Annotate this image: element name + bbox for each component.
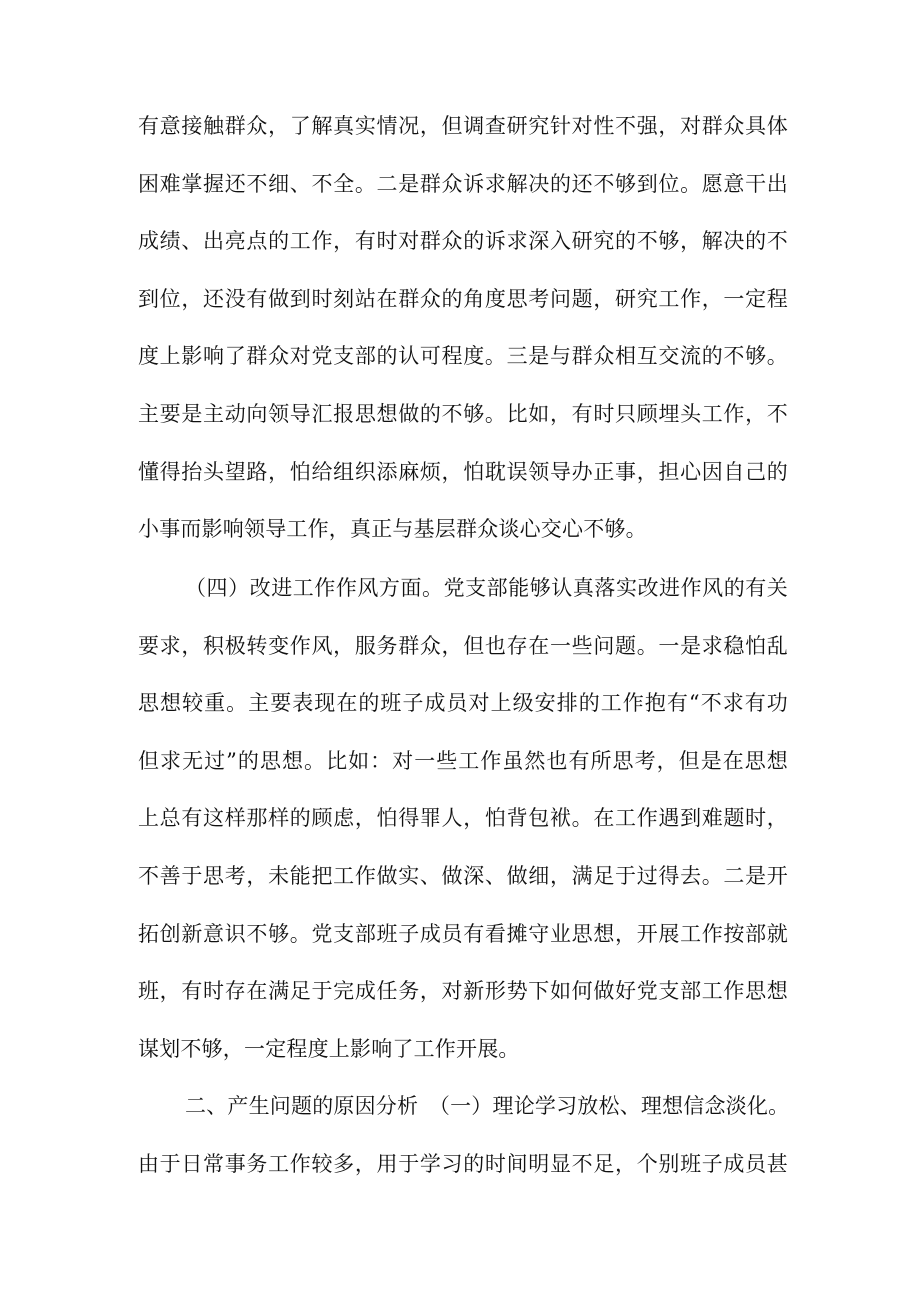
text-line: 但求无过”的思想。比如：对一些工作虽然也有所思考，但是在思想 xyxy=(138,748,788,773)
text-line: （四）改进工作作风方面。党支部能够认真落实改进作风的有关 xyxy=(185,576,788,600)
text-line: 懂得抬头望路，怕给组织添麻烦，怕耽误领导办正事，担心因自己的 xyxy=(138,459,788,484)
text-line: 思想较重。主要表现在的班子成员对上级安排的工作抱有“不求有功 xyxy=(138,691,788,716)
text-line: 拓创新意识不够。党支部班子成员有看摊守业思想，开展工作按部就 xyxy=(138,921,788,946)
text-line: 到位，还没有做到时刻站在群众的角度思考问题，研究工作，一定程 xyxy=(138,286,788,311)
text-line: 要求，积极转变作风，服务群众，但也存在一些问题。一是求稳怕乱 xyxy=(138,633,788,658)
text-line: 度上影响了群众对党支部的认可程度。三是与群众相互交流的不够。 xyxy=(138,344,788,369)
text-line: 谋划不够，一定程度上影响了工作开展。 xyxy=(138,1036,520,1061)
text-line: 上总有这样那样的顾虑，怕得罪人，怕背包袱。在工作遇到难题时， xyxy=(138,806,788,831)
text-line: 成绩、出亮点的工作，有时对群众的诉求深入研究的不够，解决的不 xyxy=(138,229,788,254)
section-heading-line: 二、产生问题的原因分析 （一）理论学习放松、理想信念淡化。 xyxy=(185,1094,790,1118)
paragraph-work-style xyxy=(138,560,788,1078)
paragraph-mass-line-issues xyxy=(138,98,788,559)
text-line: 有意接触群众，了解真实情况，但调查研究针对性不强，对群众具体 xyxy=(138,114,788,138)
text-line: 主要是主动向领导汇报思想做的不够。比如，有时只顾埋头工作，不 xyxy=(138,401,788,426)
text-line: 困难掌握还不细、不全。二是群众诉求解决的还不够到位。愿意干出 xyxy=(138,171,788,196)
text-line: 不善于思考，未能把工作做实、做深、做细，满足于过得去。二是开 xyxy=(138,863,788,888)
text-line: 班，有时存在满足于完成任务，对新形势下如何做好党支部工作思想 xyxy=(138,979,788,1004)
text-line: 由于日常事务工作较多，用于学习的时间明显不足，个别班子成员甚 xyxy=(138,1151,788,1176)
text-line: 小事而影响领导工作，真正与基层群众谈心交心不够。 xyxy=(138,517,647,542)
paragraph-cause-analysis xyxy=(138,1078,788,1193)
